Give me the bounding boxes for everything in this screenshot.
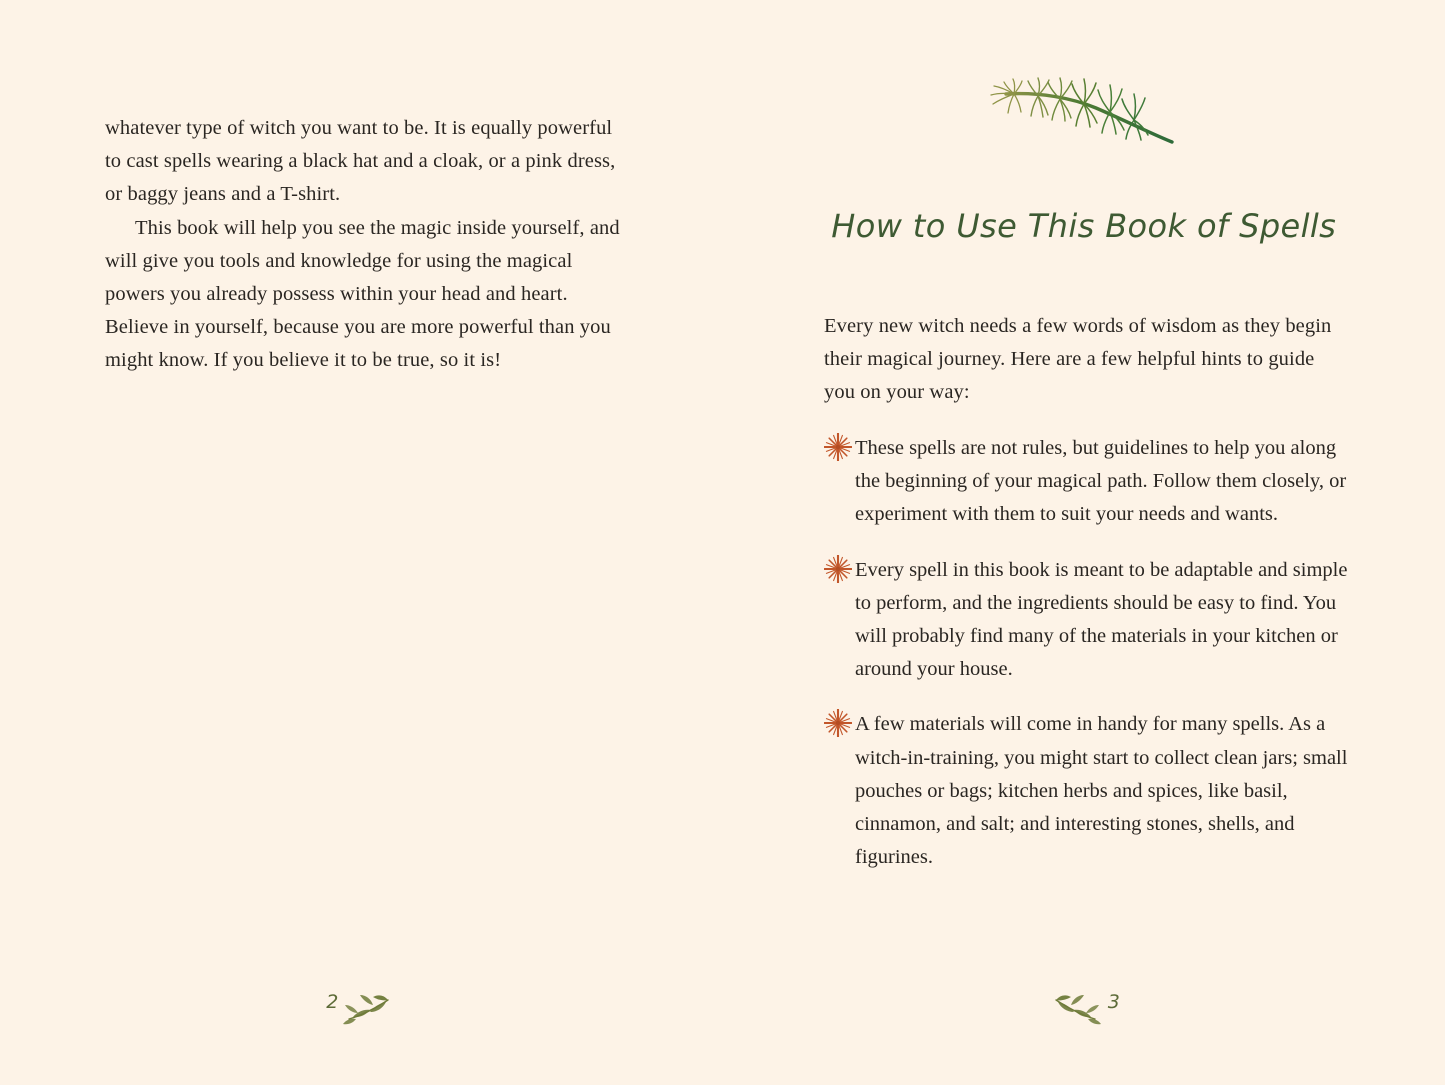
olive-leaf-sprig-icon — [342, 989, 396, 1029]
intro-paragraph: Every new witch needs a few words of wisdom as they begin their magical journey. Here are a few helpful hints to guide you on your way: — [824, 315, 1332, 404]
hints-list — [824, 432, 1354, 874]
list-item — [824, 554, 1354, 687]
chapter-ornament — [723, 76, 1445, 152]
intro-paragraph-block — [824, 310, 1344, 410]
left-page-body-text — [105, 112, 625, 378]
page-number-right: 3 — [1107, 990, 1120, 1013]
fern-frond-sprig-icon — [984, 76, 1184, 152]
olive-leaf-sprig-icon — [1048, 989, 1102, 1029]
list-item — [824, 432, 1354, 532]
right-page-footer — [723, 985, 1445, 1033]
hint-text: A few materials will come in handy for many spells. As a witch-in-training, you might start to collect clean jars; small pouches or bags; kitchen herbs and spices, like basil, cinnamon, and salt; and interesting stones, shells, and figurines. — [855, 713, 1348, 869]
list-item — [824, 708, 1354, 874]
hint-text: These spells are not rules, but guidelines to help you along the beginning of your magical path. Follow them closely, or experiment with them to suit your needs and wants. — [855, 437, 1347, 526]
right-page — [723, 0, 1445, 1085]
paragraph-this-book: This book will help you see the magic inside yourself, and will give you tools and knowledge for using the magical powers you already possess within your head and heart. Believe in yourself, because you are more powerful than you might know. If you believe it to be true, so it is! — [105, 216, 620, 372]
page-number-left: 2 — [326, 990, 339, 1013]
paragraph-continuation: whatever type of witch you want to be. It is equally powerful to cast spells wearing a black hat and a cloak, or a pink dress, or baggy jeans and a T-shirt. — [105, 117, 616, 206]
starburst-icon — [824, 555, 852, 583]
left-page-footer — [0, 985, 723, 1033]
starburst-icon — [824, 709, 852, 737]
starburst-icon — [824, 433, 852, 461]
hint-text: Every spell in this book is meant to be adaptable and simple to perform, and the ingredients should be easy to find. You will probably find many of the materials in your kitchen or around your house. — [855, 558, 1348, 681]
chapter-title: How to Use This Book of Spells — [831, 207, 1337, 246]
